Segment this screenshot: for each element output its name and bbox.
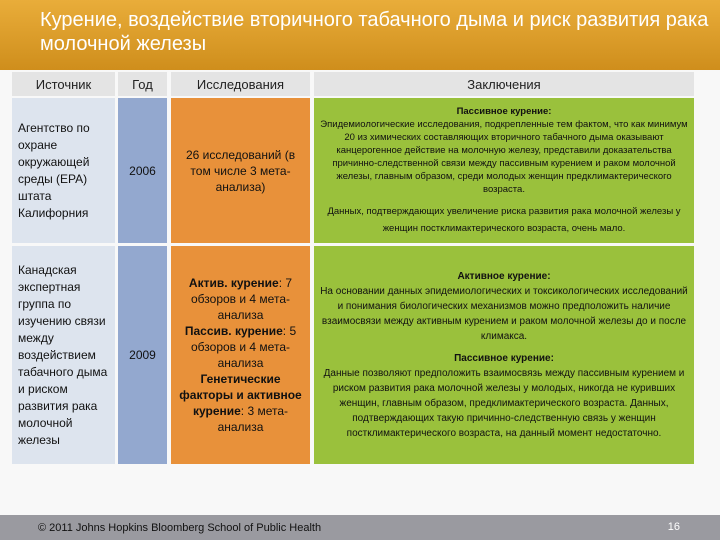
- header-year: Год: [118, 72, 167, 96]
- row2-conclusions: [314, 246, 694, 464]
- study-label: Генетические факторы и активное курение: [179, 372, 302, 418]
- conclusion-text: Данных, подтверждающих увеличение риска развития рака молочной железы у женщин постклимактерического возраста, очень мало.: [327, 205, 681, 234]
- row2-studies: [171, 246, 310, 464]
- row2-source: Канадская экспертная группа по изучению связи между воздействием табачного дыма и риском развития рака молочной железы: [12, 246, 115, 464]
- study-text: : 3 мета-анализа: [217, 404, 289, 434]
- header-conclusions: Заключения: [314, 72, 694, 96]
- conclusion-heading: Активное курение:: [457, 271, 551, 282]
- conclusion-heading: Пассивное курение:: [454, 353, 554, 364]
- row2-year: 2009: [118, 246, 167, 464]
- row1-conclusions: [314, 98, 694, 243]
- conclusion-text: Эпидемиологические исследования, подкрепленные тем фактом, что как минимум 20 из химических составляющих вторичного табачного дыма оказывают канцерогенное действие на молочную железу, представили доказательства причинно-следственной связи между пассивным курением и раком молочной железы, главным образом, среди молодых женщин предклимактерического возраста.: [320, 118, 688, 195]
- page-number: 16: [667, 521, 680, 533]
- slide-title: Курение, воздействие вторичного табачного дыма и риск развития рака молочной железы: [0, 0, 720, 70]
- row1-studies: 26 исследований (в том числе 3 мета-анализа): [171, 98, 310, 243]
- conclusion-text: На основании данных эпидемиологических и токсикологических исследований и понимания биологических механизмов можно предположить наличие взаимосвязи между активным курением и раком молочной железы до и после климакса.: [320, 286, 688, 342]
- row1-source: Агентство по охране окружающей среды (EPA) штата Калифорния: [12, 98, 115, 243]
- study-text: : 7 обзоров и 4 мета-анализа: [191, 276, 293, 322]
- conclusion-text: Данные позволяют предположить взаимосвязь между пассивным курением и риском развития рака молочной железы у молодых, никогда не куривших женщин, главным образом, предклимактерического возраста. Данных, подтверждающих такую причинно-следственную связь у женщин постклимактерического возраста, на данный момент недостаточно.: [323, 368, 685, 439]
- header-studies: Исследования: [171, 72, 310, 96]
- study-label: Пассив. курение: [184, 324, 283, 338]
- study-label: Актив. курение: [188, 276, 279, 290]
- row1-year: 2006: [118, 98, 167, 243]
- header-source: Источник: [12, 72, 115, 96]
- copyright: © 2011 Johns Hopkins Bloomberg School of Public Health: [38, 521, 322, 534]
- conclusion-heading: Пассивное курение:: [456, 105, 552, 117]
- study-text: : 5 обзоров и 4 мета-анализа: [191, 324, 297, 370]
- footer: [0, 515, 720, 540]
